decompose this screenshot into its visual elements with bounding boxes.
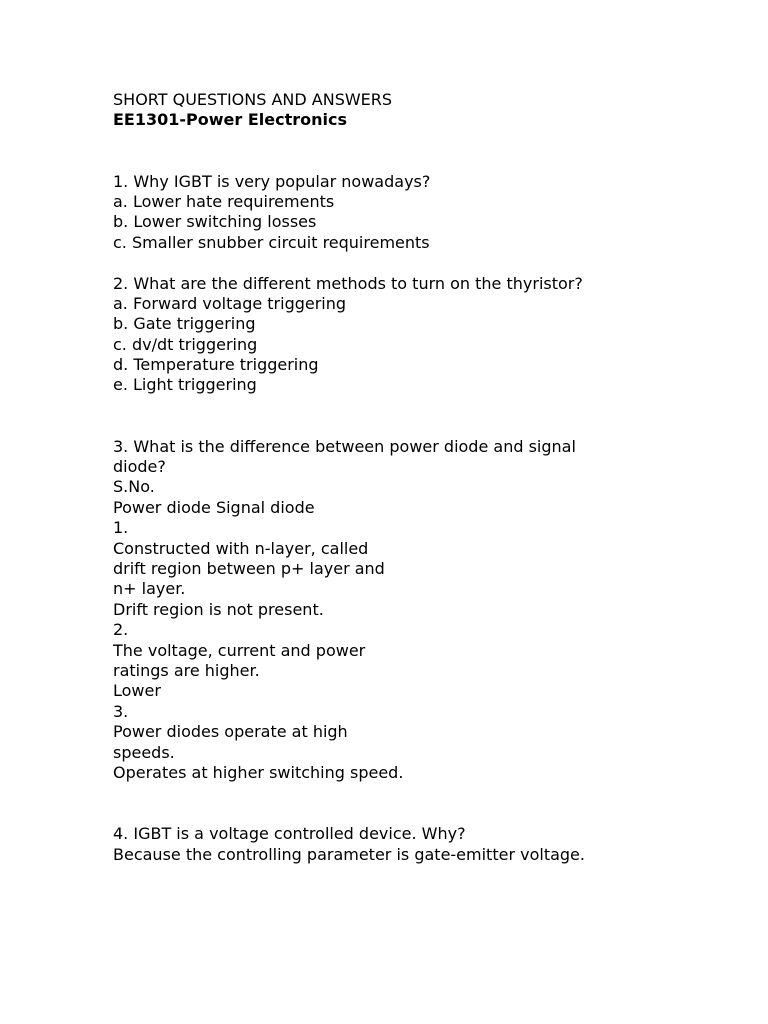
answer-2d: d. Temperature triggering [113,355,319,375]
spacer [113,396,733,437]
spacer [113,783,733,824]
document-page [113,90,733,865]
q3-line: Lower [113,681,161,701]
question-3-line-1: 3. What is the difference between power diode and signal [113,436,576,456]
question-4-block [113,824,733,865]
q3-line: drift region between p+ layer and [113,559,385,579]
document-title: SHORT QUESTIONS AND ANSWERS [113,90,393,109]
spacer [113,253,733,273]
answer-1a: a. Lower hate requirements [113,191,335,211]
q3-line: Operates at higher switching speed. [113,762,404,782]
question-1: 1. Why IGBT is very popular nowadays? [113,171,431,191]
q3-line: ratings are higher. [113,660,260,680]
q3-line: 3. [113,701,129,721]
q3-line: Constructed with n-layer, called [113,538,369,558]
answer-4: Because the controlling parameter is gate-emitter voltage. [113,844,585,864]
q3-line: The voltage, current and power [113,640,366,660]
question-2: 2. What are the different methods to turn on the thyristor? [113,273,583,293]
q3-line: Drift region is not present. [113,599,324,619]
answer-2b: b. Gate triggering [113,314,256,334]
q3-line: 1. [113,518,129,538]
q3-line: Power diode Signal diode [113,497,315,517]
answer-1b: b. Lower switching losses [113,212,317,232]
question-4: 4. IGBT is a voltage controlled device. Why? [113,824,466,844]
answer-2a: a. Forward voltage triggering [113,293,347,313]
answer-1c: c. Smaller snubber circuit requirements [113,232,430,252]
q3-line: Power diodes operate at high [113,722,348,742]
answer-2e: e. Light triggering [113,375,257,395]
document-subtitle: EE1301-Power Electronics [113,110,348,130]
spacer [113,131,733,172]
question-2-block [113,274,733,396]
q3-line: speeds. [113,742,175,762]
question-3-line-2: diode? [113,457,166,477]
q3-line: S.No. [113,477,155,497]
question-3-block [113,437,733,784]
q3-line: n+ layer. [113,579,186,599]
q3-line: 2. [113,620,129,640]
answer-2c: c. dv/dt triggering [113,334,258,354]
question-1-block [113,172,733,254]
